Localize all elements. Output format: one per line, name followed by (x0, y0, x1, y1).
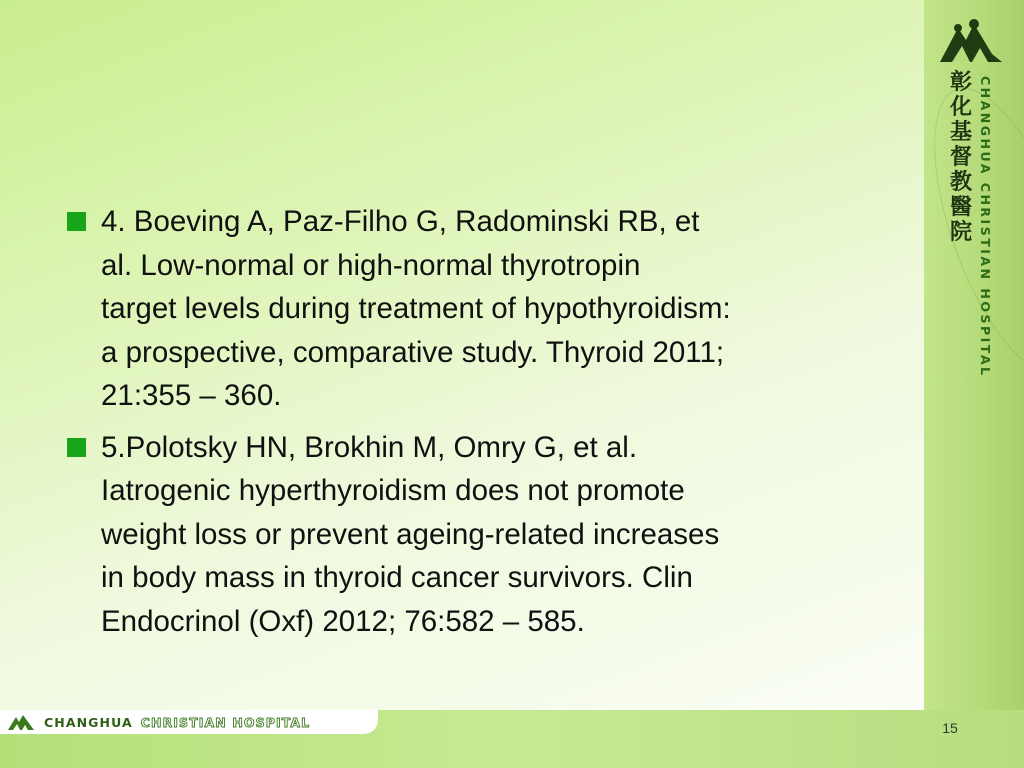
english-hospital-name-vertical: CHANGHUA CHRISTIAN HOSPITAL (978, 76, 993, 378)
reference-text (101, 426, 899, 644)
chinese-name-char: 院 (949, 220, 972, 245)
slide-content (64, 200, 899, 651)
hospital-logo-icon (934, 14, 1008, 68)
reference-line: in body mass in thyroid cancer survivors. Clin (101, 561, 693, 594)
chinese-hospital-name (944, 70, 978, 245)
reference-line: 4. Boeving A, Paz-Filho G, Radominski RB, et (101, 205, 700, 238)
chinese-name-char: 彰 (949, 70, 972, 95)
footer-hospital-name-part2: CHRISTIAN HOSPITAL (140, 714, 311, 730)
square-bullet-icon (67, 438, 86, 457)
reference-line: target levels during treatment of hypothyroidism: (101, 292, 731, 325)
reference-text (101, 200, 899, 418)
chinese-name-char: 基 (949, 120, 972, 145)
reference-line: a prospective, comparative study. Thyroid 2011; (101, 335, 725, 369)
reference-line: Endocrinol (Oxf) 2012; 76:582 – 585. (101, 604, 585, 638)
chinese-name-char: 化 (949, 95, 972, 120)
reference-line: al. Low-normal or high-normal thyrotropin (101, 248, 641, 282)
reference-item (64, 200, 899, 418)
hospital-logo-icon (6, 712, 36, 732)
reference-list (64, 200, 899, 643)
reference-line: weight loss or prevent ageing-related increases (101, 517, 720, 551)
footer-hospital-name-part1: CHANGHUA (44, 714, 133, 730)
chinese-name-char: 教 (949, 170, 972, 195)
reference-line: 5.Polotsky HN, Brokhin M, Omry G, et al. (101, 430, 638, 464)
chinese-name-char: 督 (949, 145, 972, 170)
reference-line: Iatrogenic hyperthyroidism does not promote (101, 474, 685, 507)
reference-item (64, 426, 899, 644)
reference-line: 21:355 – 360. (101, 379, 282, 412)
footer-branding-strip (0, 710, 378, 734)
page-number: 15 (942, 720, 958, 736)
square-bullet-icon (67, 212, 86, 231)
chinese-name-char: 醫 (949, 195, 972, 220)
